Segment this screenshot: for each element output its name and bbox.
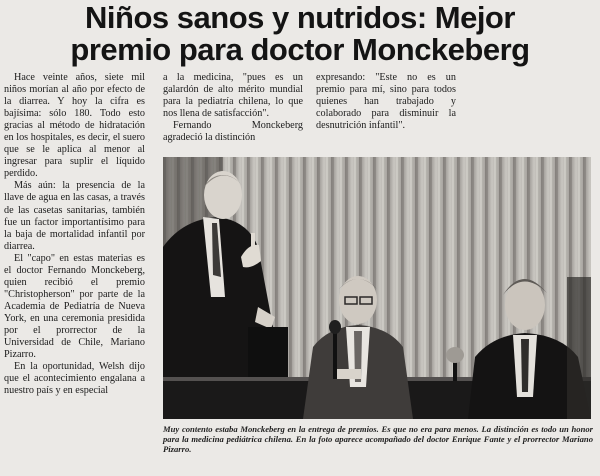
headline (0, 2, 600, 66)
article-column-2 (163, 72, 303, 144)
column-1-paragraph-2: Más aún: la presencia de la llave de agua en las casas, a través de las casetas sanitarias, también fue un factor importantísimo para la baja de mortalidad infantil por diarrea. (4, 180, 145, 252)
column-2-paragraph-2: Fernando Monckeberg agradeció la distinción (163, 120, 303, 144)
column-2-paragraph-1: a la medicina, "pues es un galardón de alto mérito mundial para la pediatría chilena, lo que nos llena de satisfacción". (163, 72, 303, 120)
headline-line-2: premio para doctor Monckeberg (70, 32, 530, 67)
column-1-paragraph-3: El "capo" en estas materias es el doctor Fernando Monckeberg, quien recibió el premio "Christopherson" por parte de la Academia de Pediatría de Nueva York, en una ceremonia presidida por el prorrector de la Universidad de Chile, Mariano Pizarro. (4, 252, 145, 361)
article-column-1 (4, 72, 145, 397)
column-1-paragraph-4: En la oportunidad, Welsh dijo que el acontecimiento engalana a nuestro país y en especial (4, 361, 145, 397)
column-3-paragraph-1: expresando: "Este no es un premio para mí, sino para todos quienes han trabajado y colaborado para disminuir la desnutrición infantil". (316, 72, 456, 132)
ceremony-photo-image (163, 157, 591, 419)
article-column-3 (316, 72, 456, 132)
column-1-paragraph-1: Hace veinte años, siete mil niños morían al año por efecto de la diarrea. Y hoy la cifra es bajísima: sólo 180. Todo esto gracias al método de hidratación en los hospitales, es decir, el suero que se le aplica al menor al ingresar para suplir el líquido perdido. (4, 72, 145, 180)
news-photo (163, 157, 591, 419)
headline-line-1: Niños sanos y nutridos: Mejor (85, 0, 515, 35)
photo-caption: Muy contento estaba Monckeberg en la entrega de premios. Es que no era para menos. La distinción es todo un honor para la medicina pediátrica chilena. En la foto aparece acompañado del doctor Enrique Fante y el prorrector Mariano Pizarro. (163, 424, 593, 455)
